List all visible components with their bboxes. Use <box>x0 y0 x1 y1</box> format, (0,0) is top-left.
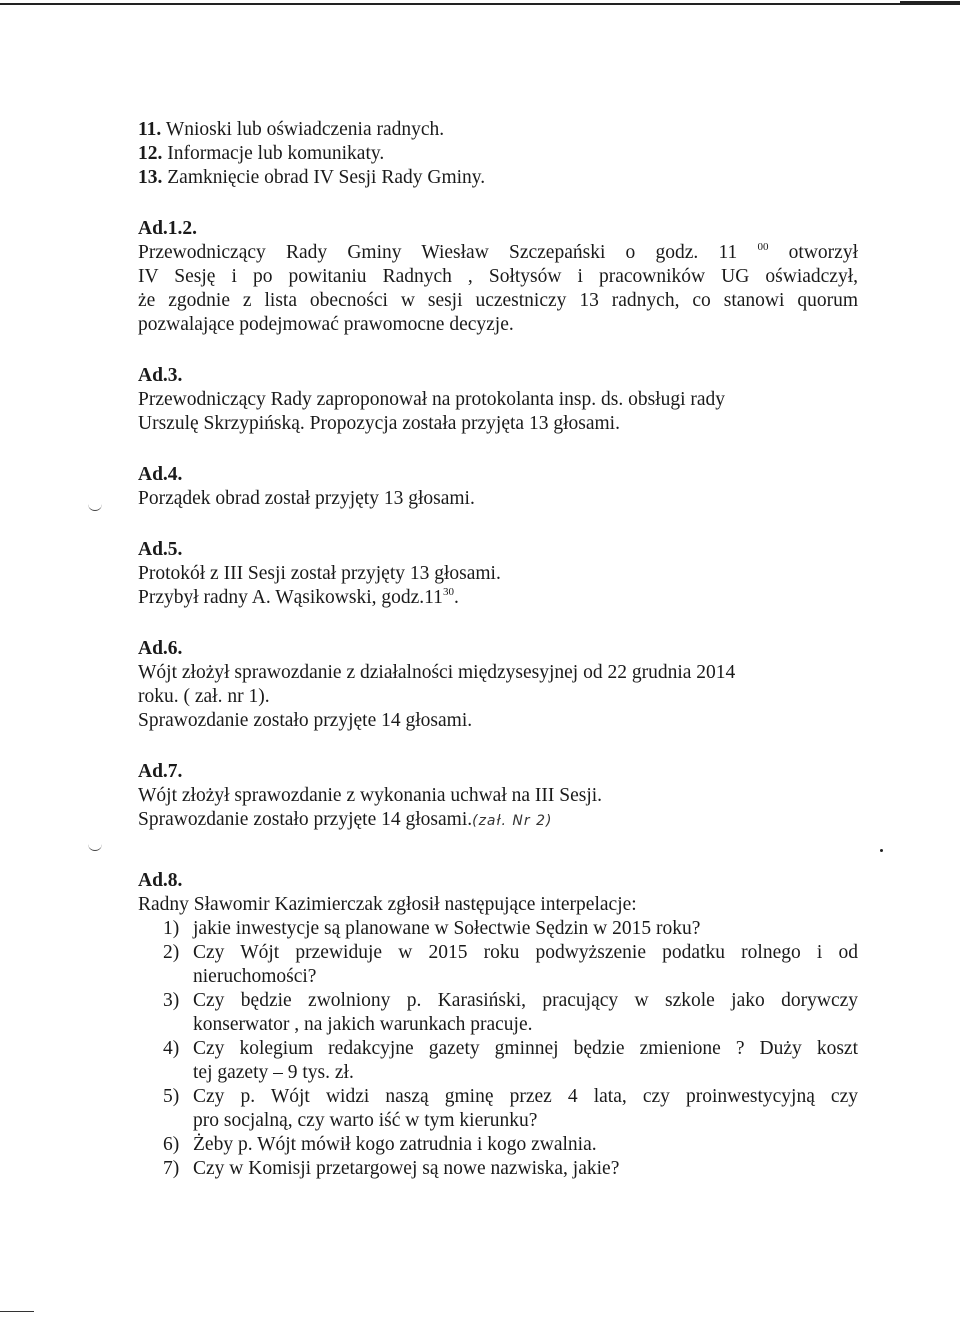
paragraph-line: Radny Sławomir Kazimierczak zgłosił następujące interpelacje: <box>138 894 637 915</box>
list-item: 5) Czy p. Wójt widzi naszą gminę przez 4 lata, czy proinwestycyjną czy pro socjalną, czy warto iść w tym kierunku? <box>163 1086 858 1131</box>
section-heading: Ad.1.2. <box>138 218 198 239</box>
paragraph-line: Przewodniczący Rady Gminy Wiesław Szczepański o godz. 11 $^{00}$ otworzył <box>138 241 859 263</box>
list-item: 7) Czy w Komisji przetargowej są nowe nazwiska, jakie? <box>163 1158 620 1179</box>
section-ad-6 <box>138 637 858 733</box>
list-item: 2) Czy Wójt przewiduje w 2015 roku podwyższenie podatku rolnego i od nieruchomości? <box>163 942 858 987</box>
margin-tick-mark <box>88 502 102 511</box>
section-ad-1-2 <box>138 217 858 337</box>
section-heading: Ad.7. <box>138 761 183 782</box>
paragraph-line: pozwalające podejmować prawomocne decyzje. <box>138 314 514 335</box>
document-page <box>138 118 858 1181</box>
paragraph-line: że zgodnie z lista obecności w sesji uczestniczy 13 radnych, co stanowi quorum <box>138 290 858 311</box>
paragraph-line: Porządek obrad został przyjęty 13 głosami. <box>138 488 475 509</box>
paragraph-line: Przewodniczący Rady zaproponował na protokolanta insp. ds. obsługi rady <box>138 389 726 410</box>
paragraph-line: Sprawozdanie zostało przyjęte 14 głosami.(zał. Nr 2) <box>138 809 553 830</box>
paragraph-line: roku. ( zał. nr 1). <box>138 686 270 707</box>
section-heading: Ad.8. <box>138 870 183 891</box>
section-heading: Ad.3. <box>138 365 183 386</box>
section-ad-4 <box>138 463 858 511</box>
agenda-list <box>138 118 858 190</box>
list-item: 1) jakie inwestycje są planowane w Sołectwie Sędzin w 2015 roku? <box>163 918 701 939</box>
scan-edge-bottom-left <box>0 1311 34 1313</box>
agenda-item: 12. Informacje lub komunikaty. <box>138 143 385 164</box>
scan-edge-top-right <box>900 1 960 4</box>
paragraph-line: Sprawozdanie zostało przyjęte 14 głosami. <box>138 710 473 731</box>
margin-tick-mark <box>88 842 102 851</box>
section-ad-5 <box>138 538 858 610</box>
section-heading: Ad.4. <box>138 464 183 485</box>
agenda-item: 11. Wnioski lub oświadczenia radnych. <box>138 119 445 140</box>
scan-dot <box>880 849 883 852</box>
paragraph-line: Wójt złożył sprawozdanie z wykonania uchwał na III Sesji. <box>138 785 603 806</box>
paragraph-line: Wójt złożył sprawozdanie z działalności międzysesyjnej od 22 grudnia 2014 <box>138 662 736 683</box>
scan-edge-top <box>0 3 960 5</box>
section-ad-8 <box>138 869 858 1181</box>
section-heading: Ad.5. <box>138 539 183 560</box>
paragraph-line: Urszulę Skrzypińską. Propozycja została przyjęta 13 głosami. <box>138 413 620 434</box>
list-item: 3) Czy będzie zwolniony p. Karasiński, pracujący w szkole jako dorywczy konserwator , na jakich warunkach pracuje. <box>163 990 858 1035</box>
section-ad-3 <box>138 364 858 436</box>
paragraph-line: Przybył radny A. Wąsikowski, $godz.11^{30}$. <box>138 586 459 608</box>
paragraph-line: IV Sesję i po powitaniu Radnych , Sołtysów i pracowników UG oświadczył, <box>138 266 858 287</box>
paragraph-line: Protokół z III Sesji został przyjęty 13 głosami. <box>138 563 501 584</box>
agenda-item: 13. Zamknięcie obrad IV Sesji Rady Gminy. <box>138 167 486 188</box>
section-ad-7 <box>138 760 858 833</box>
section-heading: Ad.6. <box>138 638 183 659</box>
interpellation-list <box>138 917 858 1181</box>
list-item: 4) Czy kolegium redakcyjne gazety gminnej będzie zmienione ? Duży koszt tej gazety – 9 tys. zł. <box>163 1038 858 1083</box>
handwritten-note: (zał. Nr 2) <box>472 813 553 829</box>
list-item: 6) Żeby p. Wójt mówił kogo zatrudnia i kogo zwalnia. <box>163 1134 597 1155</box>
